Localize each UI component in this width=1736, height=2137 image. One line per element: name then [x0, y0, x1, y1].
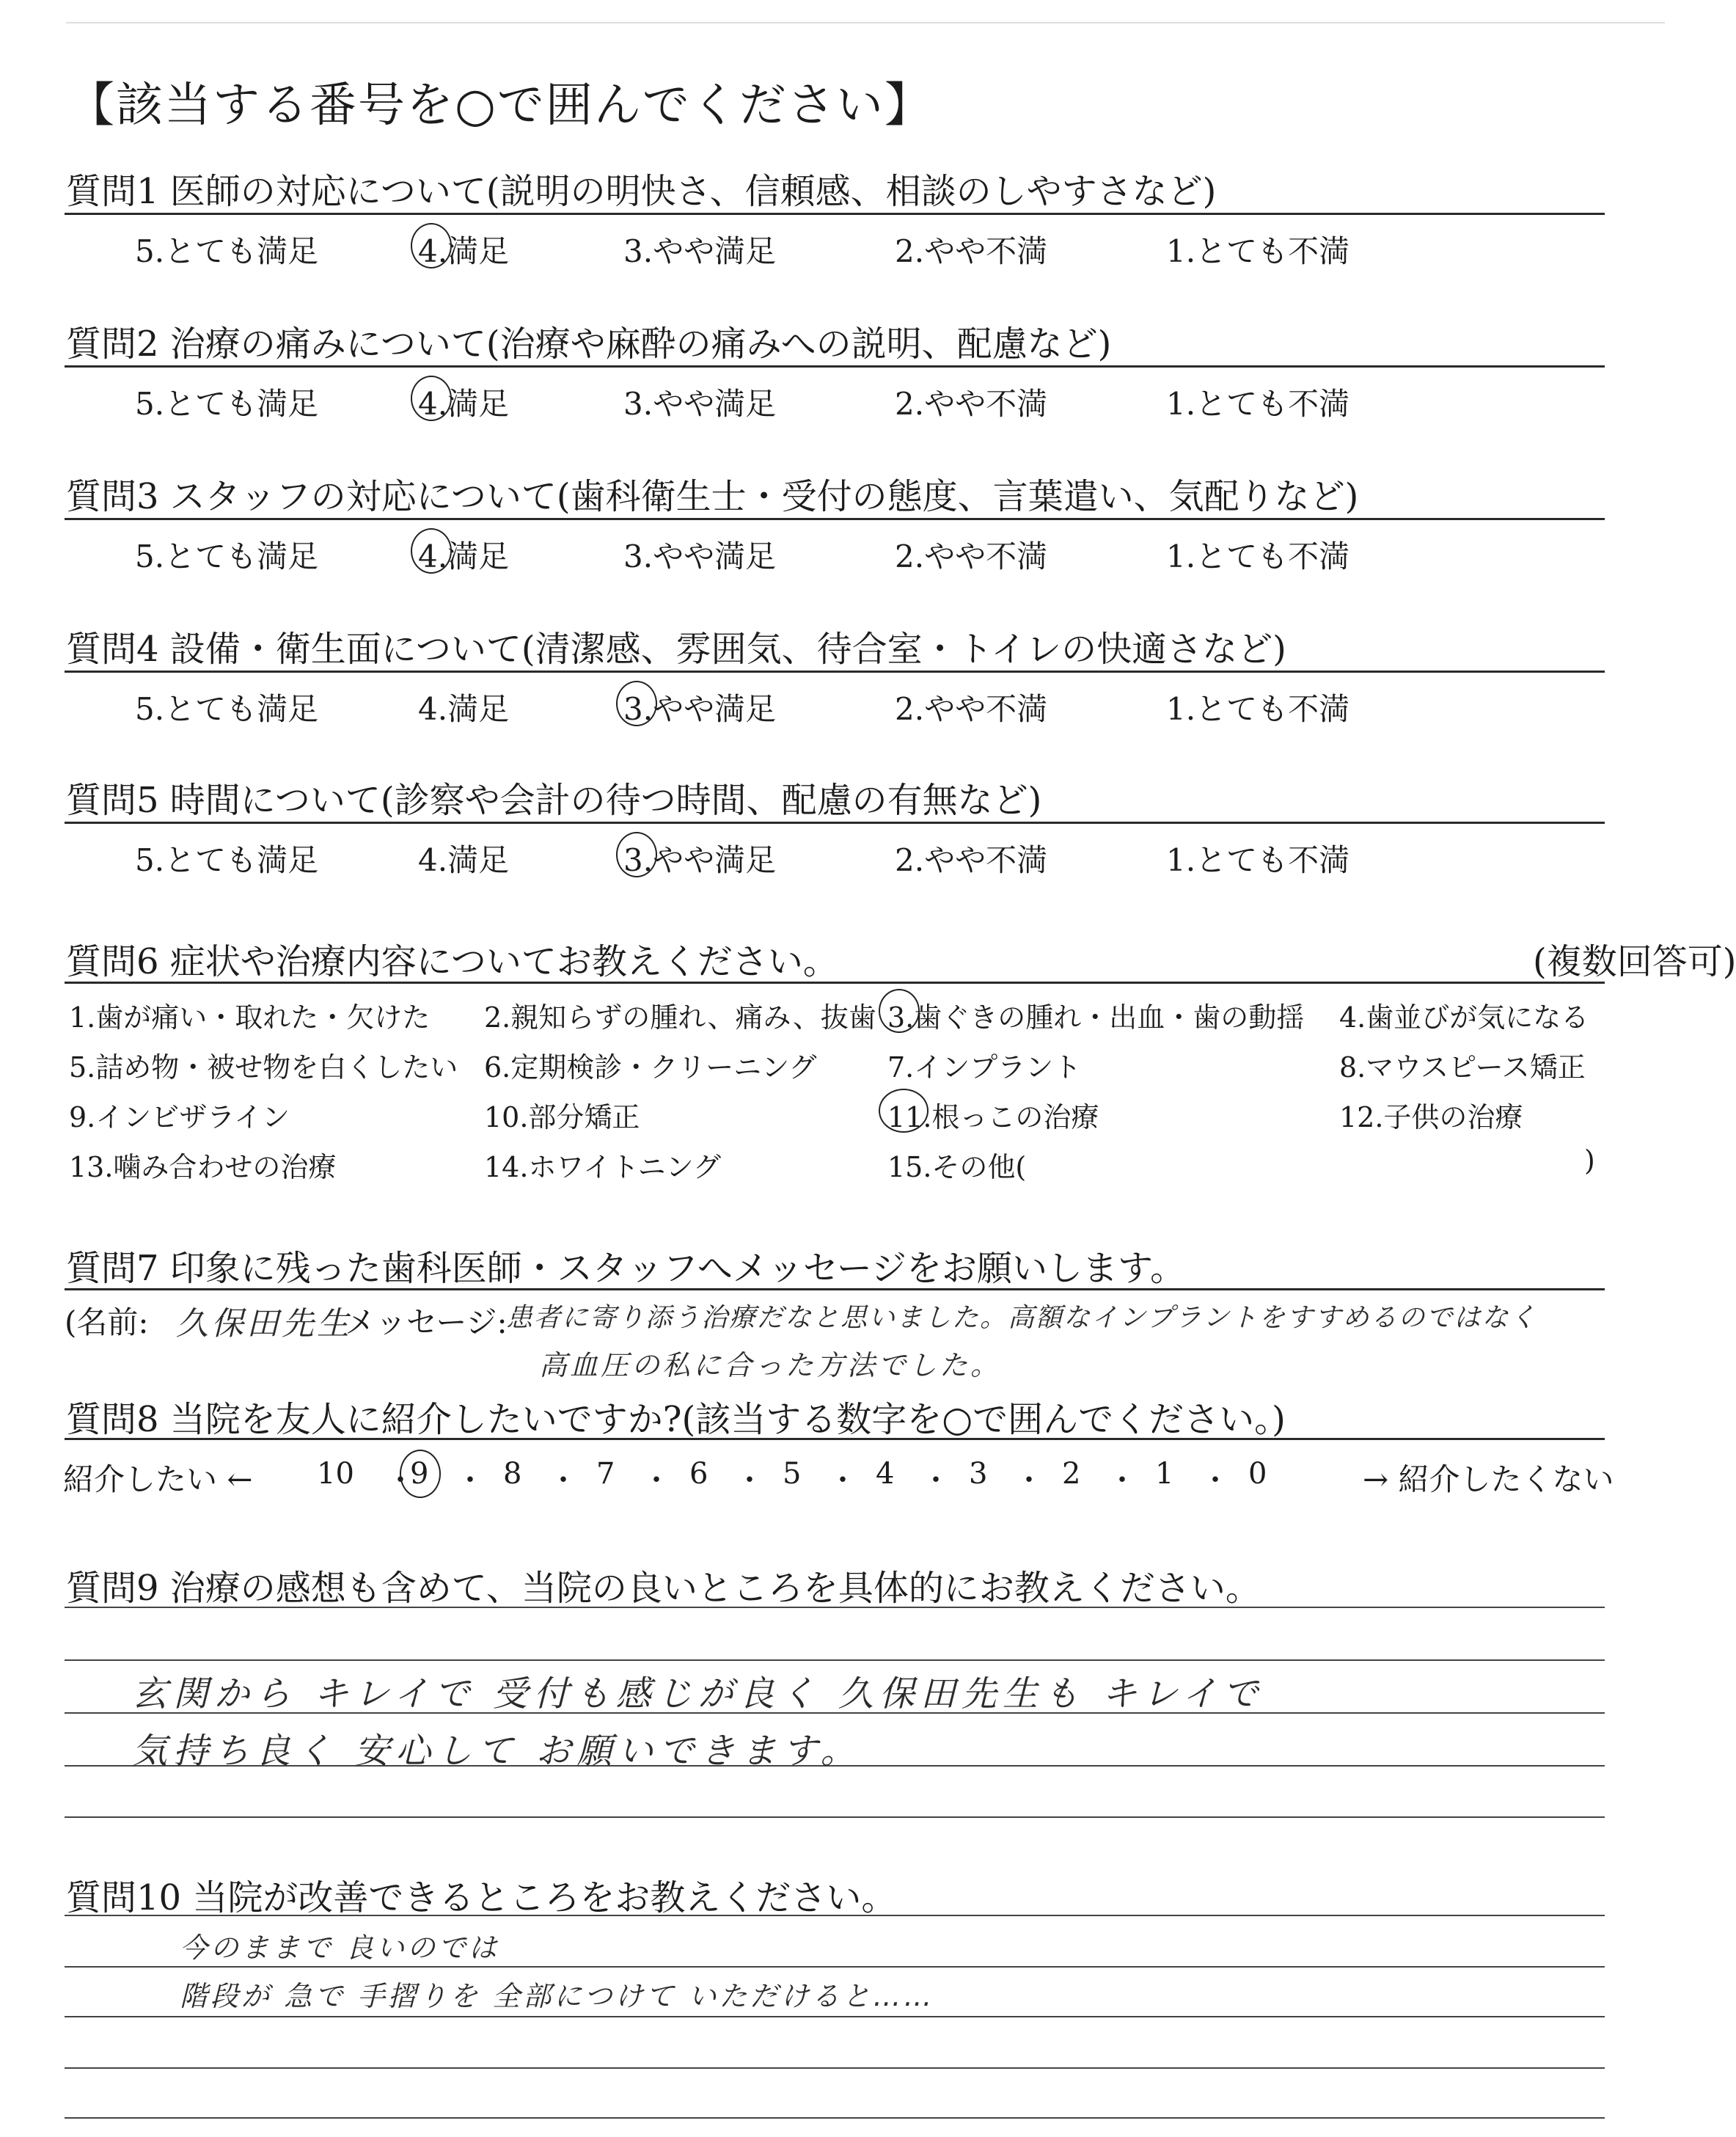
rating-option[interactable]: 1.とても不満 — [1166, 386, 1350, 422]
question-4-options — [66, 685, 1643, 731]
q6-option[interactable]: 9.インビザライン — [69, 1101, 290, 1133]
answer-line — [65, 1915, 1605, 1916]
question-3-rule — [65, 518, 1605, 520]
question-2-rule — [65, 365, 1605, 368]
answer-line — [65, 1966, 1605, 1968]
q9-answer-line-1: 玄関から キレイで 受付も感じが良く 久保田先生も キレイで — [132, 1673, 1264, 1714]
q6-option[interactable]: 11.根っこの治療 — [887, 1101, 1099, 1133]
rating-option[interactable]: 3.やや満足 — [623, 386, 777, 422]
rating-option[interactable]: 2.やや不満 — [895, 233, 1048, 269]
q6-option[interactable]: 15.その他( — [887, 1151, 1027, 1183]
question-3-options — [66, 533, 1643, 578]
name-label: (名前: — [65, 1304, 149, 1340]
q9-answer-line-2: 気持ち良く 安心して お願いできます。 — [132, 1731, 862, 1772]
other-close-paren: ) — [1584, 1144, 1595, 1177]
q10-answer-line-2: 階段が 急で 手摺りを 全部につけて いただけると…… — [180, 1980, 935, 2012]
scale-value[interactable]: 10 — [317, 1457, 354, 1491]
question-6-rule — [65, 982, 1605, 984]
question-7-title: 質問7 印象に残った歯科医師・スタッフへメッセージをお願いします。 — [66, 1248, 1186, 1289]
question-8-rule — [65, 1438, 1605, 1440]
scale-separator: ・ — [1201, 1464, 1230, 1497]
scale-separator: ・ — [549, 1464, 578, 1497]
rating-option[interactable]: 4.満足 — [418, 233, 510, 269]
selected-circle-mark — [879, 1089, 929, 1133]
question-2-title: 質問2 治療の痛みについて(治療や麻酔の痛みへの説明、配慮など) — [66, 324, 1112, 365]
rating-option[interactable]: 3.やや満足 — [623, 691, 777, 727]
rating-option[interactable]: 1.とても不満 — [1166, 842, 1350, 878]
rating-option[interactable]: 1.とても不満 — [1166, 691, 1350, 727]
name-value-handwritten: 久保田先生 — [176, 1305, 352, 1343]
question-1-options — [66, 227, 1643, 273]
q6-option[interactable]: 13.噛み合わせの治療 — [69, 1151, 337, 1183]
question-1-rule — [65, 213, 1605, 215]
question-7-rule — [65, 1288, 1605, 1290]
page-heading: 【該当する番号を○で囲んでください】 — [67, 78, 933, 133]
q6-option[interactable]: 6.定期検診・クリーニング — [484, 1051, 817, 1084]
question-4-rule — [65, 671, 1605, 673]
q6-option[interactable]: 8.マウスピース矯正 — [1339, 1051, 1586, 1084]
rating-option[interactable]: 5.とても満足 — [135, 691, 319, 727]
question-3-title: 質問3 スタッフの対応について(歯科衛生士・受付の態度、言葉遣い、気配りなど) — [66, 476, 1359, 517]
answer-line — [65, 1607, 1605, 1608]
message-line-2: 高血圧の私に合った方法でした。 — [539, 1349, 1002, 1381]
scale-value[interactable]: 2 — [1062, 1457, 1081, 1491]
rating-option[interactable]: 4.満足 — [418, 538, 510, 574]
rating-option[interactable]: 3.やや満足 — [623, 538, 777, 574]
rating-option[interactable]: 4.満足 — [418, 691, 510, 727]
scale-separator: ・ — [921, 1464, 951, 1497]
message-label: メッセージ: — [345, 1304, 508, 1340]
answer-line — [65, 2016, 1605, 2017]
q6-option[interactable]: 2.親知らずの腫れ、痛み、抜歯 — [484, 1001, 876, 1034]
q6-option[interactable]: 7.インプラント — [887, 1051, 1082, 1084]
scale-value[interactable]: 7 — [596, 1457, 615, 1491]
rating-option[interactable]: 5.とても満足 — [135, 233, 319, 269]
scale-value[interactable]: 3 — [969, 1457, 988, 1491]
scale-separator: ・ — [1014, 1464, 1044, 1497]
scale-value[interactable]: 0 — [1248, 1457, 1267, 1491]
q6-option[interactable]: 1.歯が痛い・取れた・欠けた — [69, 1001, 431, 1034]
rating-option[interactable]: 1.とても不満 — [1166, 233, 1350, 269]
q6-option[interactable]: 12.子供の治療 — [1339, 1101, 1523, 1133]
recommend-right-label: → 紹介したくない — [1363, 1461, 1614, 1497]
answer-line — [65, 2117, 1605, 2119]
q6-option[interactable]: 14.ホワイトニング — [484, 1151, 722, 1183]
scale-value[interactable]: 5 — [783, 1457, 802, 1491]
scale-value[interactable]: 8 — [503, 1457, 522, 1491]
rating-option[interactable]: 2.やや不満 — [895, 691, 1048, 727]
q6-option[interactable]: 3.歯ぐきの腫れ・出血・歯の動揺 — [887, 1001, 1305, 1034]
scale-separator: ・ — [642, 1464, 671, 1497]
selected-circle-mark — [400, 1450, 441, 1498]
question-6-title: 質問6 症状や治療内容についてお教えください。 — [66, 941, 838, 982]
question-4-title: 質問4 設備・衛生面について(清潔感、雰囲気、待合室・トイレの快適さなど) — [66, 629, 1286, 670]
q6-option[interactable]: 5.詰め物・被せ物を白くしたい — [69, 1051, 458, 1084]
scale-separator: ・ — [386, 1464, 415, 1497]
q6-option[interactable]: 4.歯並びが気になる — [1339, 1001, 1589, 1034]
q10-answer-line-1: 今のままで 良いのでは — [180, 1932, 500, 1964]
question-5-options — [66, 836, 1643, 882]
question-10-title: 質問10 当院が改善できるところをお教えください。 — [66, 1877, 897, 1918]
rating-option[interactable]: 4.満足 — [418, 386, 510, 422]
question-5-rule — [65, 822, 1605, 824]
rating-option[interactable]: 4.満足 — [418, 842, 510, 878]
rating-option[interactable]: 2.やや不満 — [895, 538, 1048, 574]
scale-separator: ・ — [1107, 1464, 1137, 1497]
question-9-title: 質問9 治療の感想も含めて、当院の良いところを具体的にお教えください。 — [66, 1568, 1261, 1609]
answer-line — [65, 1816, 1605, 1818]
selected-circle-mark — [879, 989, 920, 1033]
rating-option[interactable]: 5.とても満足 — [135, 538, 319, 574]
scale-separator: ・ — [455, 1464, 485, 1497]
scale-value[interactable]: 9 — [410, 1457, 429, 1491]
multiple-answers-note: (複数回答可) — [1533, 941, 1736, 982]
question-2-options — [66, 380, 1643, 425]
rating-option[interactable]: 2.やや不満 — [895, 386, 1048, 422]
scale-value[interactable]: 6 — [689, 1457, 708, 1491]
answer-line — [65, 1659, 1605, 1661]
question-8-title: 質問8 当院を友人に紹介したいですか?(該当する数字を○で囲んでください。) — [66, 1399, 1286, 1440]
rating-option[interactable]: 3.やや満足 — [623, 842, 777, 878]
selected-circle-mark — [411, 223, 452, 269]
rating-option[interactable]: 5.とても満足 — [135, 386, 319, 422]
rating-option[interactable]: 1.とても不満 — [1166, 538, 1350, 574]
message-line-1: 患者に寄り添う治療だなと思いました。高額なインプラントをすすめるのではなく — [506, 1303, 1538, 1333]
question-1-title: 質問1 医師の対応について(説明の明快さ、信頼感、相談のしやすさなど) — [66, 171, 1217, 212]
selected-circle-mark — [411, 528, 452, 574]
rating-option[interactable]: 2.やや不満 — [895, 842, 1048, 878]
rating-option[interactable]: 3.やや満足 — [623, 233, 777, 269]
q6-option[interactable]: 10.部分矯正 — [484, 1101, 640, 1133]
selected-circle-mark — [411, 376, 452, 421]
scale-value[interactable]: 4 — [876, 1457, 895, 1491]
scan-top-edge — [66, 22, 1665, 23]
scale-separator: ・ — [828, 1464, 857, 1497]
answer-line — [65, 2067, 1605, 2069]
scale-separator: ・ — [735, 1464, 764, 1497]
recommend-left-label: 紹介したい ← — [63, 1461, 253, 1497]
selected-circle-mark — [616, 681, 657, 726]
selected-circle-mark — [616, 832, 657, 877]
rating-option[interactable]: 5.とても満足 — [135, 842, 319, 878]
scale-value[interactable]: 1 — [1155, 1457, 1174, 1491]
question-5-title: 質問5 時間について(診察や会計の待つ時間、配慮の有無など) — [66, 780, 1042, 821]
